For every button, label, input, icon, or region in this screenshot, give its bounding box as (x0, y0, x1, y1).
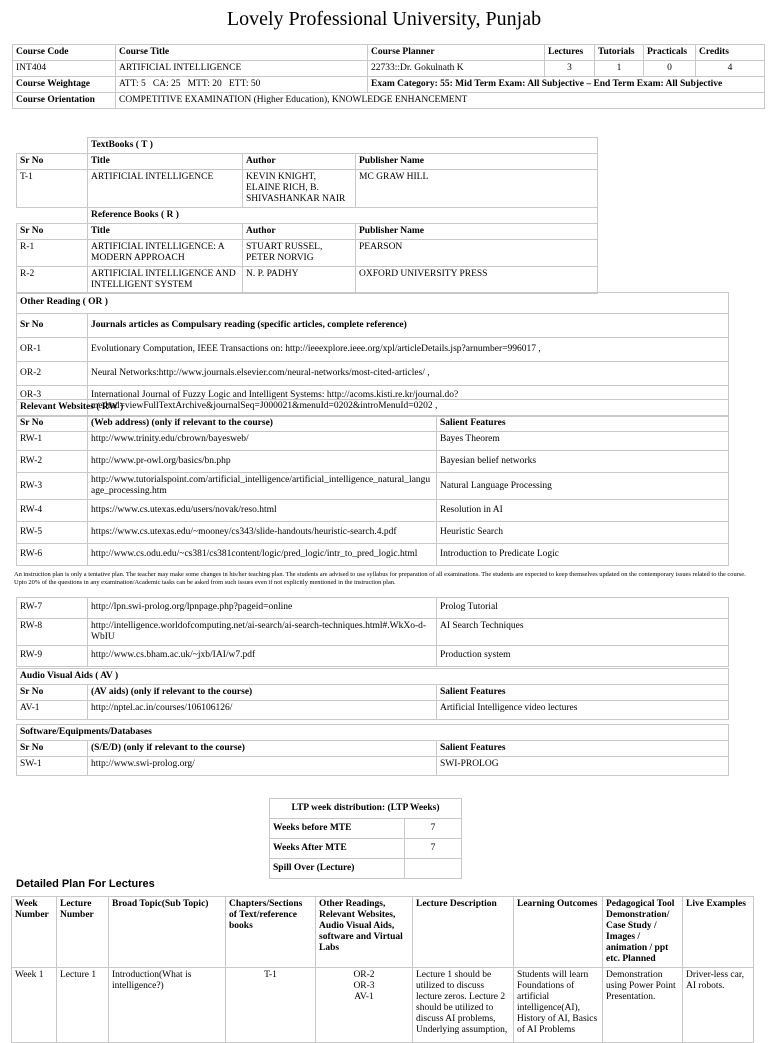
ltp-label: Spill Over (Lecture) (270, 859, 405, 879)
av-heading: Audio Visual Aids ( AV ) (17, 669, 729, 685)
course-info-table (12, 44, 765, 109)
book-title: ARTIFICIAL INTELLIGENCE (88, 170, 243, 208)
salient-feature: Resolution in AI (437, 500, 729, 522)
sr-no: T-1 (17, 170, 88, 208)
sr-no: RW-2 (17, 451, 88, 473)
col-broad-topic: Broad Topic(Sub Topic) (109, 897, 226, 968)
course-orientation: COMPETITIVE EXAMINATION (Higher Education), KNOWLEDGE ENHANCEMENT (116, 93, 765, 109)
ltp-label: Weeks After MTE (270, 839, 405, 859)
software-table (16, 724, 729, 776)
other-readings: OR-2 OR-3 AV-1 (316, 968, 413, 1043)
book-publisher: PEARSON (356, 240, 598, 267)
table-row (17, 362, 729, 386)
tutorials-value: 1 (595, 61, 644, 77)
course-planner: 22733::Dr. Gokulnath K (368, 61, 545, 77)
course-orientation-label: Course Orientation (13, 93, 116, 109)
table-row (270, 859, 462, 879)
sr-no: AV-1 (17, 701, 88, 720)
ltp-value: 7 (405, 819, 462, 839)
table-row (17, 646, 729, 667)
sr-no: RW-6 (17, 544, 88, 566)
col-title: Title (88, 154, 243, 170)
sr-no: RW-9 (17, 646, 88, 667)
col-sr-no: Sr No (17, 314, 88, 338)
course-title: ARTIFICIAL INTELLIGENCE (116, 61, 368, 77)
salient-feature: Introduction to Predicate Logic (437, 544, 729, 566)
col-sr-no: Sr No (17, 154, 88, 170)
lectures-value: 3 (545, 61, 595, 77)
book-title: ARTIFICIAL INTELLIGENCE: A MODERN APPROACH (88, 240, 243, 267)
table-row (17, 701, 729, 720)
table-row (270, 839, 462, 859)
col-sr-no: Sr No (17, 741, 88, 757)
web-address[interactable]: http://intelligence.worldofcomputing.net/ai-search/ai-search-techniques.html#.WkXo-d-WbIU (88, 619, 437, 646)
sr-no: R-2 (17, 267, 88, 294)
practicals-value: 0 (644, 61, 696, 77)
reference-heading: Reference Books ( R ) (88, 208, 598, 224)
col-author: Author (243, 154, 356, 170)
reading-reference: International Journal of Fuzzy Logic and Intelligent Systems: http://acoms.kisti.re.kr/journal.do?method=viewFullTextArchive&journalSeq=J000021&menuId=0202&introMenuId=0202 , (88, 386, 729, 417)
exam-category-label: Exam Category: (371, 79, 438, 89)
web-address[interactable]: https://www.cs.utexas.edu/users/novak/reso.html (88, 500, 437, 522)
web-address[interactable]: http://lpn.swi-prolog.org/lpnpage.php?pageid=online (88, 598, 437, 619)
book-publisher: OXFORD UNIVERSITY PRESS (356, 267, 598, 294)
salient-feature: Heuristic Search (437, 522, 729, 544)
table-row (17, 338, 729, 362)
web-address[interactable]: http://www.pr-owl.org/basics/bn.php (88, 451, 437, 473)
salient-feature: Prolog Tutorial (437, 598, 729, 619)
table-row (17, 598, 729, 619)
ltp-heading: LTP week distribution: (LTP Weeks) (270, 799, 462, 819)
col-credits: Credits (696, 45, 765, 61)
col-journal-articles: Journals articles as Compulsary reading (specific articles, complete reference) (88, 314, 729, 338)
sr-no: SW-1 (17, 757, 88, 776)
relevant-websites-continued-table (16, 597, 729, 667)
web-address[interactable]: http://www.trinity.edu/cbrown/bayesweb/ (88, 432, 437, 451)
web-address[interactable]: http://www.cs.bham.ac.uk/~jxb/IAI/w7.pdf (88, 646, 437, 667)
col-sr-no: Sr No (17, 685, 88, 701)
audio-visual-aids-table (16, 668, 729, 720)
sr-no: OR-3 (17, 386, 88, 417)
reading-reference: Neural Networks:http://www.journals.elsevier.com/neural-networks/most-cited-articles/ , (88, 362, 729, 386)
col-author: Author (243, 224, 356, 240)
table-row (17, 619, 729, 646)
table-row (17, 473, 729, 500)
web-address[interactable]: http://www.tutorialspoint.com/artificial_intelligence/artificial_intelligence_natural_language_processing.htm (88, 473, 437, 500)
col-salient-features: Salient Features (437, 416, 729, 432)
credits-value: 4 (696, 61, 765, 77)
other-reading-heading: Other Reading ( OR ) (17, 293, 729, 314)
textbooks-heading: TextBooks ( T ) (88, 138, 598, 154)
col-course-code: Course Code (13, 45, 116, 61)
detailed-plan-heading: Detailed Plan For Lectures (16, 878, 155, 890)
sr-no: R-1 (17, 240, 88, 267)
web-address[interactable]: https://www.cs.utexas.edu/~mooney/cs343/slide-handouts/heuristic-search.4.pdf (88, 522, 437, 544)
sr-no: RW-3 (17, 473, 88, 500)
week-number: Week 1 (12, 968, 57, 1043)
sr-no: RW-8 (17, 619, 88, 646)
exam-category-value: 55: Mid Term Exam: All Subjective – End Term Exam: All Subjective (440, 79, 723, 89)
relevant-websites-table (16, 399, 729, 566)
col-publisher: Publisher Name (356, 154, 598, 170)
websites-heading: Relevant Websites ( RW ) (17, 400, 729, 416)
sr-no: RW-5 (17, 522, 88, 544)
col-sed: (S/E/D) (only if relevant to the course) (88, 741, 437, 757)
salient-feature: Natural Language Processing (437, 473, 729, 500)
sr-no: OR-1 (17, 338, 88, 362)
book-author: N. P. PADHY (243, 267, 356, 294)
table-row (17, 757, 729, 776)
col-course-title: Course Title (116, 45, 368, 61)
table-row (17, 451, 729, 473)
ltp-label: Weeks before MTE (270, 819, 405, 839)
reading-reference: Evolutionary Computation, IEEE Transactions on: http://ieeexplore.ieee.org/xpl/articleDetails.jsp?arnumber=996017 , (88, 338, 729, 362)
web-address[interactable]: http://www.cs.odu.edu/~cs381/cs381content/logic/pred_logic/intr_to_pred_logic.html (88, 544, 437, 566)
learning-outcomes: Students will learn Foundations of artificial intelligence(AI), History of AI, Basics of AI Problems (514, 968, 603, 1043)
col-tutorials: Tutorials (595, 45, 644, 61)
salient-feature: Bayes Theorem (437, 432, 729, 451)
table-row (270, 819, 462, 839)
ltp-value (405, 859, 462, 879)
book-title: ARTIFICIAL INTELLIGENCE AND INTELLIGENT SYSTEM (88, 267, 243, 294)
salient-feature: Bayesian belief networks (437, 451, 729, 473)
instruction-plan-note: An instruction plan is only a tentative plan. The teacher may make some changes in his/her teaching plan. The students are advised to use syllabus for preparation of all examinations. The students are expected to keep themselves updated on the contemporary issues related to the course. Upto 20% of the questions in any examination/Academic tasks can be asked from such issues even if not explicitly mentioned in the instruction plan. (14, 571, 746, 586)
exam-category (368, 77, 765, 93)
live-examples: Driver-less car, AI robots. (683, 968, 754, 1043)
page-title: Lovely Professional University, Punjab (226, 8, 542, 30)
sr-no: RW-1 (17, 432, 88, 451)
pedagogical-tool: Demonstration using Power Point Presentation. (603, 968, 683, 1043)
course-weightage: ATT: 5 CA: 25 MTT: 20 ETT: 50 (116, 77, 368, 93)
col-week-number: Week Number (12, 897, 57, 968)
table-row (17, 267, 598, 294)
col-practicals: Practicals (644, 45, 696, 61)
col-lecture-number: Lecture Number (57, 897, 109, 968)
table-row (17, 240, 598, 267)
salient-feature: SWI-PROLOG (437, 757, 729, 776)
table-row (17, 500, 729, 522)
salient-feature: AI Search Techniques (437, 619, 729, 646)
book-publisher: MC GRAW HILL (356, 170, 598, 208)
col-lecture-description: Lecture Description (413, 897, 514, 968)
course-code: INT404 (13, 61, 116, 77)
textbooks-table (16, 137, 598, 208)
col-web-address: (Web address) (only if relevant to the course) (88, 416, 437, 432)
col-sr-no: Sr No (17, 224, 88, 240)
software-link[interactable]: http://www.swi-prolog.org/ (88, 757, 437, 776)
col-salient-features: Salient Features (437, 685, 729, 701)
col-learning-outcomes: Learning Outcomes (514, 897, 603, 968)
table-row (17, 544, 729, 566)
table-row (12, 968, 754, 1043)
av-link[interactable]: http://nptel.ac.in/courses/106106126/ (88, 701, 437, 720)
col-live-examples: Live Examples (683, 897, 754, 968)
book-author: KEVIN KNIGHT, ELAINE RICH, B. SHIVASHANKAR NAIR (243, 170, 356, 208)
book-author: STUART RUSSEL, PETER NORVIG (243, 240, 356, 267)
col-sr-no: Sr No (17, 416, 88, 432)
salient-feature: Production system (437, 646, 729, 667)
lecture-description: Lecture 1 should be utilized to discuss lecture zeros. Lecture 2 should be utilized to discuss AI problems, Underlying assumption, (413, 968, 514, 1043)
broad-topic: Introduction(What is intelligence?) (109, 968, 226, 1043)
table-row (17, 432, 729, 451)
col-salient-features: Salient Features (437, 741, 729, 757)
lecture-plan-table (11, 896, 754, 1043)
ltp-value: 7 (405, 839, 462, 859)
chapters: T-1 (226, 968, 316, 1043)
col-other-readings: Other Readings, Relevant Websites, Audio Visual Aids, software and Virtual Labs (316, 897, 413, 968)
sr-no: RW-4 (17, 500, 88, 522)
sr-no: RW-7 (17, 598, 88, 619)
software-heading: Software/Equipments/Databases (17, 725, 729, 741)
table-row (17, 522, 729, 544)
course-weightage-label: Course Weightage (13, 77, 116, 93)
ltp-distribution-table (269, 798, 462, 879)
col-title: Title (88, 224, 243, 240)
col-chapters: Chapters/Sections of Text/reference books (226, 897, 316, 968)
salient-feature: Artificial Intelligence video lectures (437, 701, 729, 720)
sr-no: OR-2 (17, 362, 88, 386)
col-lectures: Lectures (545, 45, 595, 61)
col-publisher: Publisher Name (356, 224, 598, 240)
col-course-planner: Course Planner (368, 45, 545, 61)
lecture-number: Lecture 1 (57, 968, 109, 1043)
col-pedagogical-tool: Pedagogical Tool Demonstration/ Case Study / Images / animation / ppt etc. Planned (603, 897, 683, 968)
table-row (17, 170, 598, 208)
reference-books-table (16, 207, 598, 294)
col-av-aids: (AV aids) (only if relevant to the course) (88, 685, 437, 701)
